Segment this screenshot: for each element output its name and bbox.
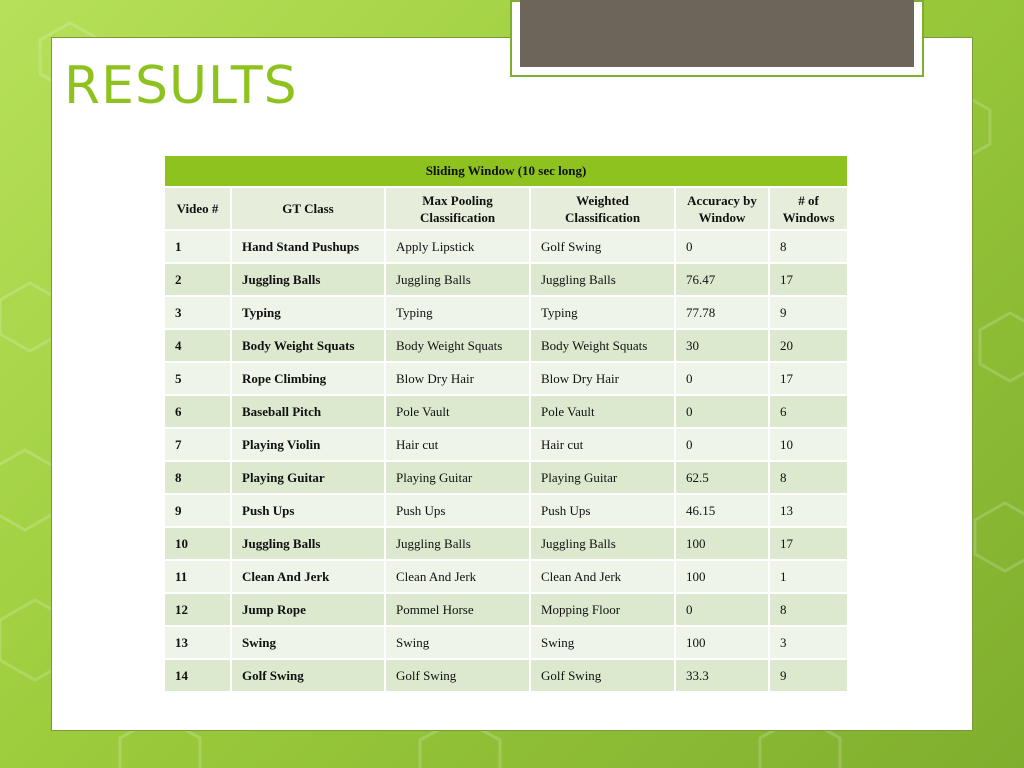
table-cell: 0 xyxy=(675,362,769,395)
table-cell: 7 xyxy=(164,428,231,461)
table-cell: 11 xyxy=(164,560,231,593)
table-header-row xyxy=(164,187,848,230)
column-header: Video # xyxy=(164,187,231,230)
table-cell: Push Ups xyxy=(385,494,530,527)
table-cell: Pole Vault xyxy=(530,395,675,428)
table-cell: Swing xyxy=(231,626,385,659)
table-cell: 0 xyxy=(675,395,769,428)
table-cell: 13 xyxy=(164,626,231,659)
table-cell: Golf Swing xyxy=(530,659,675,692)
table-cell: 8 xyxy=(769,461,848,494)
table-cell: Apply Lipstick xyxy=(385,230,530,263)
table-cell: 1 xyxy=(164,230,231,263)
table-cell: 46.15 xyxy=(675,494,769,527)
table-cell: Playing Guitar xyxy=(530,461,675,494)
table-cell: Hair cut xyxy=(385,428,530,461)
table-cell: 62.5 xyxy=(675,461,769,494)
table-cell: 8 xyxy=(769,593,848,626)
table-cell: Blow Dry Hair xyxy=(530,362,675,395)
results-table xyxy=(163,154,849,693)
table-cell: 0 xyxy=(675,428,769,461)
table-caption: Sliding Window (10 sec long) xyxy=(164,155,848,187)
table-cell: Rope Climbing xyxy=(231,362,385,395)
table-cell: Golf Swing xyxy=(385,659,530,692)
table-cell: Juggling Balls xyxy=(231,263,385,296)
table-cell: 17 xyxy=(769,527,848,560)
table-row xyxy=(164,494,848,527)
table-cell: 3 xyxy=(769,626,848,659)
table-body xyxy=(164,230,848,692)
table-cell: 12 xyxy=(164,593,231,626)
table-cell: 8 xyxy=(769,230,848,263)
table-cell: 100 xyxy=(675,560,769,593)
table-row xyxy=(164,659,848,692)
table-cell: 10 xyxy=(769,428,848,461)
table-cell: 1 xyxy=(769,560,848,593)
column-header: GT Class xyxy=(231,187,385,230)
table-cell: 100 xyxy=(675,626,769,659)
table-cell: Juggling Balls xyxy=(385,527,530,560)
table-cell: Hand Stand Pushups xyxy=(231,230,385,263)
table-cell: 9 xyxy=(769,296,848,329)
table-cell: Juggling Balls xyxy=(530,263,675,296)
table-cell: Jump Rope xyxy=(231,593,385,626)
table-row xyxy=(164,527,848,560)
table-cell: 10 xyxy=(164,527,231,560)
table-cell: 17 xyxy=(769,362,848,395)
table-cell: Body Weight Squats xyxy=(530,329,675,362)
column-header: # of Windows xyxy=(769,187,848,230)
table-cell: Juggling Balls xyxy=(231,527,385,560)
table-cell: 76.47 xyxy=(675,263,769,296)
table-caption-row xyxy=(164,155,848,187)
table-cell: 100 xyxy=(675,527,769,560)
table-cell: 9 xyxy=(164,494,231,527)
table-cell: Swing xyxy=(530,626,675,659)
table-row xyxy=(164,560,848,593)
table-cell: Baseball Pitch xyxy=(231,395,385,428)
table-cell: Clean And Jerk xyxy=(530,560,675,593)
table-row xyxy=(164,626,848,659)
table-row xyxy=(164,230,848,263)
photo-placeholder xyxy=(520,0,914,67)
table-cell: 6 xyxy=(164,395,231,428)
table-cell: Playing Violin xyxy=(231,428,385,461)
table-cell: 77.78 xyxy=(675,296,769,329)
table-cell: Playing Guitar xyxy=(385,461,530,494)
table-cell: Pole Vault xyxy=(385,395,530,428)
table-cell: Golf Swing xyxy=(530,230,675,263)
table-cell: 17 xyxy=(769,263,848,296)
table-cell: 3 xyxy=(164,296,231,329)
column-header: Weighted Classification xyxy=(530,187,675,230)
table-row xyxy=(164,395,848,428)
table-cell: 9 xyxy=(769,659,848,692)
table-cell: Body Weight Squats xyxy=(231,329,385,362)
table-cell: 33.3 xyxy=(675,659,769,692)
table-cell: Playing Guitar xyxy=(231,461,385,494)
table-row xyxy=(164,461,848,494)
table-cell: Mopping Floor xyxy=(530,593,675,626)
table-cell: Golf Swing xyxy=(231,659,385,692)
table-row xyxy=(164,362,848,395)
table-cell: Typing xyxy=(385,296,530,329)
column-header: Max Pooling Classification xyxy=(385,187,530,230)
table-cell: 5 xyxy=(164,362,231,395)
table-cell: Typing xyxy=(530,296,675,329)
table-cell: Juggling Balls xyxy=(530,527,675,560)
table-cell: Swing xyxy=(385,626,530,659)
table-cell: 8 xyxy=(164,461,231,494)
slide-title: RESULTS xyxy=(64,56,298,116)
table-cell: Juggling Balls xyxy=(385,263,530,296)
table-row xyxy=(164,428,848,461)
table-cell: Clean And Jerk xyxy=(231,560,385,593)
table-cell: Push Ups xyxy=(530,494,675,527)
table-cell: 2 xyxy=(164,263,231,296)
table-cell: 13 xyxy=(769,494,848,527)
table-cell: 20 xyxy=(769,329,848,362)
table-cell: 0 xyxy=(675,593,769,626)
table-cell: 14 xyxy=(164,659,231,692)
table-row xyxy=(164,263,848,296)
table-cell: 0 xyxy=(675,230,769,263)
table-cell: Body Weight Squats xyxy=(385,329,530,362)
table-cell: 30 xyxy=(675,329,769,362)
table-row xyxy=(164,329,848,362)
table-cell: 4 xyxy=(164,329,231,362)
table-row xyxy=(164,296,848,329)
table-cell: Pommel Horse xyxy=(385,593,530,626)
column-header: Accuracy by Window xyxy=(675,187,769,230)
table-cell: Push Ups xyxy=(231,494,385,527)
table-cell: Clean And Jerk xyxy=(385,560,530,593)
table-cell: 6 xyxy=(769,395,848,428)
table-cell: Blow Dry Hair xyxy=(385,362,530,395)
table-cell: Typing xyxy=(231,296,385,329)
table-row xyxy=(164,593,848,626)
table-cell: Hair cut xyxy=(530,428,675,461)
